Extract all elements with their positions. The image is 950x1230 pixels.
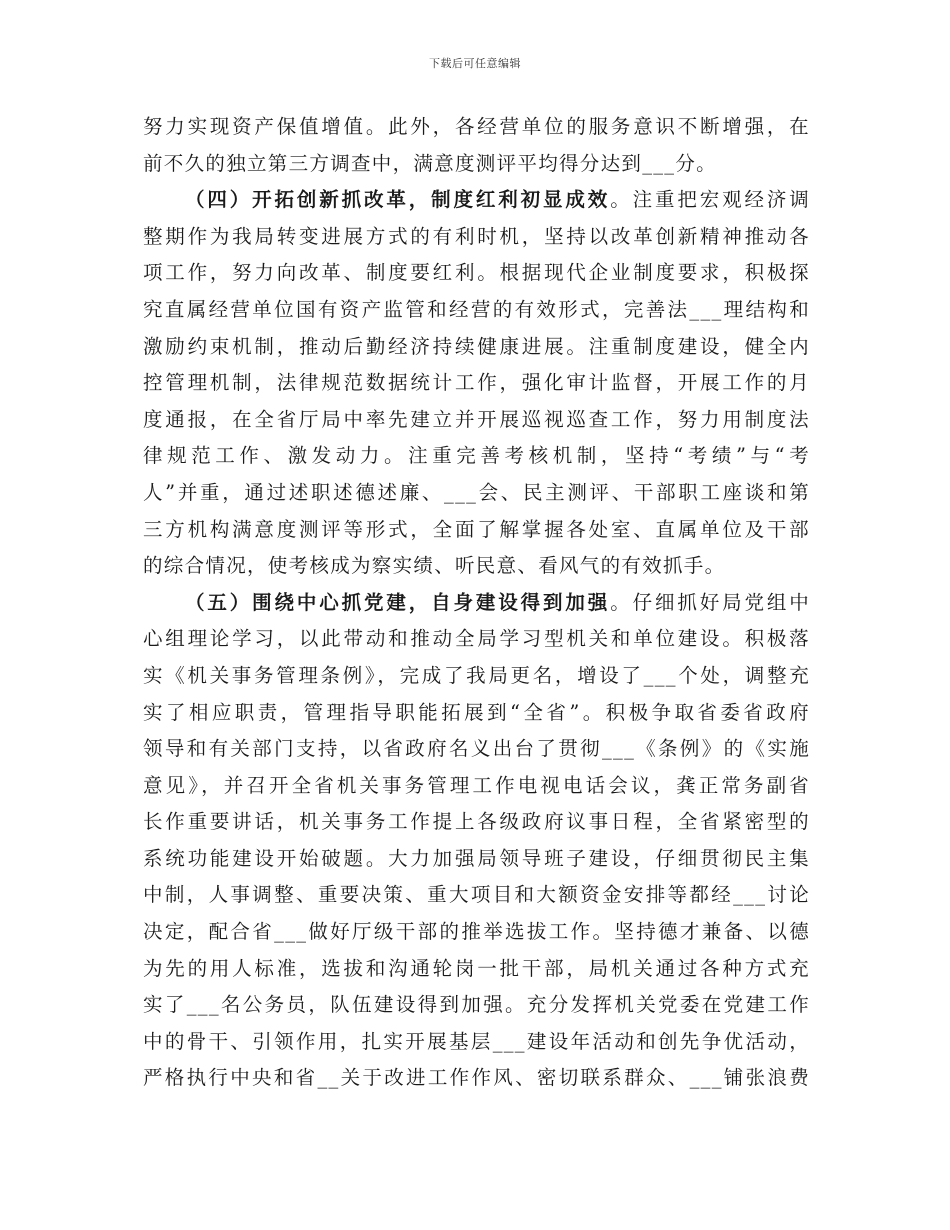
text-line xyxy=(143,365,810,402)
line-text: 三方机构满意度测评等形式，全面了解掌握各处室、直属单位及干部 xyxy=(143,517,810,541)
line-text: 控管理机制，法律规范数据统计工作，强化审计监督，开展工作的月 xyxy=(143,371,810,395)
text-line xyxy=(143,695,810,732)
text-line xyxy=(143,658,810,695)
line-text: 。仔细抓好局党组中 xyxy=(610,590,811,614)
page-header: 下载后可任意编辑 xyxy=(429,57,521,70)
line-text: 的综合情况，使考核成为察实绩、听民意、看风气的有效抓手。 xyxy=(143,554,726,578)
line-text: 实《机关事务管理条例》，完成了我局更名，增设了___个处，调整充 xyxy=(143,663,810,687)
text-line xyxy=(143,219,810,256)
line-text: 严格执行中央和省__关于改进工作作风、密切联系群众、___铺张浪费 xyxy=(143,1066,810,1090)
text-line xyxy=(143,987,810,1024)
line-text: 前不久的独立第三方调查中，满意度测评平均得分达到___分。 xyxy=(143,151,717,175)
line-text: 中的骨干、引领作用，扎实开展基层___建设年活动和创先争优活动， xyxy=(143,1029,810,1053)
line-text: 意见》，并召开全省机关事务管理工作电视电话会议，龚正常务副省 xyxy=(143,773,810,797)
text-line xyxy=(143,292,810,329)
line-text: 激励约束机制，推动后勤经济持续健康进展。注重制度建设，健全内 xyxy=(143,334,810,358)
text-line xyxy=(143,255,810,292)
line-text: 为先的用人标准，选拔和沟通轮岗一批干部，局机关通过各种方式充 xyxy=(143,956,810,980)
text-line xyxy=(143,731,810,768)
line-text: 整期作为我局转变进展方式的有利时机，坚持以改革创新精神推动各 xyxy=(143,224,810,248)
text-line xyxy=(143,402,810,439)
section-heading: （四）开拓创新抓改革，制度红利初显成效 xyxy=(185,188,611,212)
text-line xyxy=(143,841,810,878)
line-text: 实了___名公务员，队伍建设得到加强。充分发挥机关党委在党建工作 xyxy=(143,993,810,1017)
line-text: 人”并重，通过述职述德述廉、___会、民主测评、干部职工座谈和第 xyxy=(143,480,810,504)
line-text: 中制，人事调整、重要决策、重大项目和大额资金安排等都经___讨论 xyxy=(143,883,810,907)
text-line xyxy=(143,621,810,658)
line-text: 决定，配合省___做好厅级干部的推举选拔工作。坚持德才兼备、以德 xyxy=(143,920,810,944)
text-line xyxy=(143,877,810,914)
text-line xyxy=(143,804,810,841)
text-line xyxy=(143,548,810,585)
text-line xyxy=(143,1060,810,1097)
line-text: 努力实现资产保值增值。此外，各经营单位的服务意识不断增强，在 xyxy=(143,115,810,138)
text-line xyxy=(143,146,810,183)
document-body xyxy=(143,109,810,1097)
text-line xyxy=(143,475,810,512)
line-text: 实了相应职责，管理指导职能拓展到“全省”。积极争取省委省政府 xyxy=(143,700,810,724)
text-line xyxy=(143,951,810,988)
line-text: 律规范工作、激发动力。注重完善考核机制，坚持“考绩”与“考 xyxy=(143,444,810,468)
line-text: 。注重把宏观经济调 xyxy=(610,188,811,212)
line-text: 领导和有关部门支持，以省政府名义出台了贯彻___《条例》的《实施 xyxy=(143,737,810,761)
paragraph-first-line xyxy=(143,585,810,622)
text-line xyxy=(143,109,810,146)
text-line xyxy=(143,768,810,805)
line-text: 心组理论学习，以此带动和推动全局学习型机关和单位建设。积极落 xyxy=(143,627,810,651)
text-line xyxy=(143,438,810,475)
line-text: 究直属经营单位国有资产监管和经营的有效形式，完善法___理结构和 xyxy=(143,297,810,321)
text-line xyxy=(143,329,810,366)
line-text: 度通报，在全省厅局中率先建立并开展巡视巡查工作，努力用制度法 xyxy=(143,407,810,431)
line-text: 系统功能建设开始破题。大力加强局领导班子建设，仔细贯彻民主集 xyxy=(143,846,810,870)
section-heading: （五）围绕中心抓党建，自身建设得到加强 xyxy=(185,590,611,614)
line-text: 长作重要讲话，机关事务工作提上各级政府议事日程，全省紧密型的 xyxy=(143,810,810,834)
text-line xyxy=(143,512,810,549)
paragraph-first-line xyxy=(143,182,810,219)
line-text: 项工作，努力向改革、制度要红利。根据现代企业制度要求，积极探 xyxy=(143,261,810,285)
text-line xyxy=(143,1024,810,1061)
text-line xyxy=(143,914,810,951)
